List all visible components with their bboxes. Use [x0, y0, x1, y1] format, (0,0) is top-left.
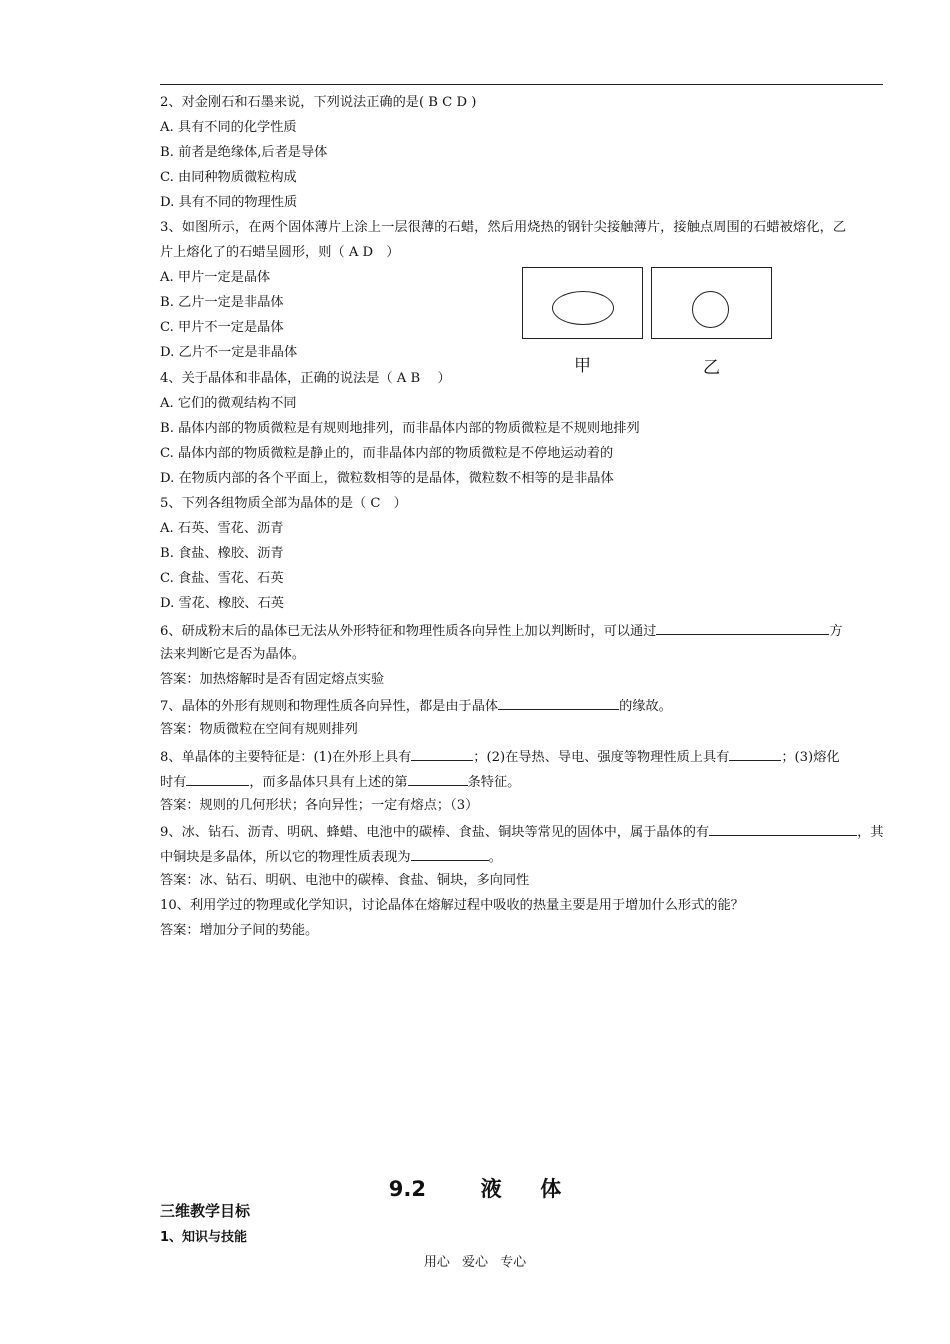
- q6-stem: [160, 622, 843, 640]
- ellipse-melt-shape: [552, 291, 614, 325]
- q7-answer-blank: [498, 697, 619, 710]
- q8-line2-c: 条特征。: [467, 775, 521, 790]
- q4-option-b: B. 晶体内部的物质微粒是有规则地排列，而非晶体内部的物质微粒是不规则地排列: [160, 421, 640, 436]
- q2-option-d: D. 具有不同的物理性质: [160, 195, 298, 210]
- section-number: 9.2: [388, 1177, 426, 1201]
- q9-blank-2: [411, 848, 489, 861]
- q3-option-d: D. 乙片不一定是非晶体: [160, 345, 298, 360]
- q3-stem-line1: 3、如图所示，在两个固体薄片上涂上一层很薄的石蜡，然后用烧热的钢针尖接触薄片，接触点周围的石蜡被熔化，乙: [160, 220, 847, 235]
- q8-blank-2: [729, 748, 781, 761]
- circle-melt-shape: [692, 291, 729, 328]
- section-heading: 三维教学目标: [160, 1202, 251, 1220]
- q4-option-d: D. 在物质内部的各个平面上，微粒数相等的是晶体，微粒数不相等的是非晶体: [160, 471, 614, 486]
- q5-option-c: C. 食盐、雪花、石英: [160, 571, 284, 586]
- q8-stem: [160, 748, 840, 766]
- q3-option-c: C. 甲片不一定是晶体: [160, 320, 284, 335]
- q9-line2-b: 。: [488, 850, 502, 865]
- q6-stem-text: 6、研成粉末后的晶体已无法从外形特征和物理性质各向异性上加以判断时，可以通过: [160, 624, 657, 639]
- q8-stem-c: ；(3)熔化: [781, 750, 840, 765]
- figure-panel-yi: [651, 267, 772, 339]
- q9-line2-a: 中铜块是多晶体，所以它的物理性质表现为: [160, 850, 411, 865]
- q9-stem-line2: [160, 848, 502, 866]
- q5-option-b: B. 食盐、橡胶、沥青: [160, 546, 284, 561]
- figure-label-jia: 甲: [574, 356, 591, 376]
- q2-option-c: C. 由同种物质微粒构成: [160, 170, 297, 185]
- q3-option-b: B. 乙片一定是非晶体: [160, 295, 284, 310]
- section-title: [0, 1173, 950, 1203]
- q8-stem-line2: [160, 773, 520, 791]
- q9-stem-b: ，其: [857, 825, 884, 840]
- q6-answer-blank: [656, 622, 829, 635]
- q6-stem-line2: 法来判断它是否为晶体。: [160, 647, 306, 662]
- q5-stem: 5、下列各组物质全部为晶体的是（ C ）: [160, 496, 407, 511]
- q9-stem-a: 9、冰、钻石、沥青、明矾、蜂蜡、电池中的碳棒、食盐、铜块等常见的固体中，属于晶体的有: [160, 825, 710, 840]
- section-title-char2: 体: [540, 1177, 562, 1201]
- section-title-char1: 液: [480, 1177, 502, 1201]
- q8-stem-b: ；(2)在导热、导电、强度等物理性质上具有: [473, 750, 730, 765]
- q4-option-c: C. 晶体内部的物质微粒是静止的，而非晶体内部的物质微粒是不停地运动着的: [160, 446, 614, 461]
- q3-option-a: A. 甲片一定是晶体: [160, 270, 271, 285]
- q10-answer: 答案：增加分子间的势能。: [160, 923, 319, 938]
- figure-label-yi: 乙: [703, 358, 720, 378]
- q10-stem: 10、利用学过的物理或化学知识，讨论晶体在熔解过程中吸收的热量主要是用于增加什么形式的能？: [160, 898, 744, 913]
- q5-option-d: D. 雪花、橡胶、石英: [160, 596, 284, 611]
- page-footer: 用心 爱心 专心: [423, 1255, 527, 1270]
- q9-answer: 答案：冰、钻石、明矾、电池中的碳棒、食盐、铜块，多向同性: [160, 873, 530, 888]
- q8-answer: 答案：规则的几何形状；各向异性；一定有熔点；（3）: [160, 798, 479, 813]
- q9-stem: [160, 823, 883, 841]
- q8-line2-b: ，而多晶体只具有上述的第: [249, 775, 408, 790]
- q4-stem: 4、关于晶体和非晶体，正确的说法是（ A B ）: [160, 371, 451, 386]
- q7-stem: [160, 697, 672, 715]
- q8-blank-4: [408, 773, 468, 786]
- q4-option-a: A. 它们的微观结构不同: [160, 396, 297, 411]
- q2-stem: 2、对金刚石和石墨来说，下列说法正确的是( B C D ): [160, 95, 477, 110]
- q5-option-a: A. 石英、雪花、沥青: [160, 521, 284, 536]
- q9-blank-1: [709, 823, 857, 836]
- header-rule: [160, 84, 883, 85]
- figure-panel-jia: [522, 267, 643, 339]
- q6-stem-tail: 方: [829, 624, 843, 639]
- q2-option-b: B. 前者是绝缘体,后者是导体: [160, 145, 328, 160]
- q8-blank-1: [411, 748, 473, 761]
- q7-stem-tail: 的缘故。: [619, 699, 672, 714]
- q2-option-a: A. 具有不同的化学性质: [160, 120, 297, 135]
- q7-stem-text: 7、晶体的外形有规则和物理性质各向异性，都是由于晶体: [160, 699, 499, 714]
- q3-figure: [522, 267, 774, 379]
- q8-line2-a: 时有: [160, 775, 187, 790]
- q7-answer: 答案：物质微粒在空间有规则排列: [160, 722, 358, 737]
- q8-stem-a: 8、单晶体的主要特征是：(1)在外形上具有: [160, 750, 412, 765]
- q3-stem-line2: 片上熔化了的石蜡呈圆形，则（ A D ）: [160, 245, 400, 260]
- q8-blank-3: [186, 773, 249, 786]
- section-subheading: 1、知识与技能: [160, 1230, 248, 1245]
- q6-answer: 答案：加热熔解时是否有固定熔点实验: [160, 672, 385, 687]
